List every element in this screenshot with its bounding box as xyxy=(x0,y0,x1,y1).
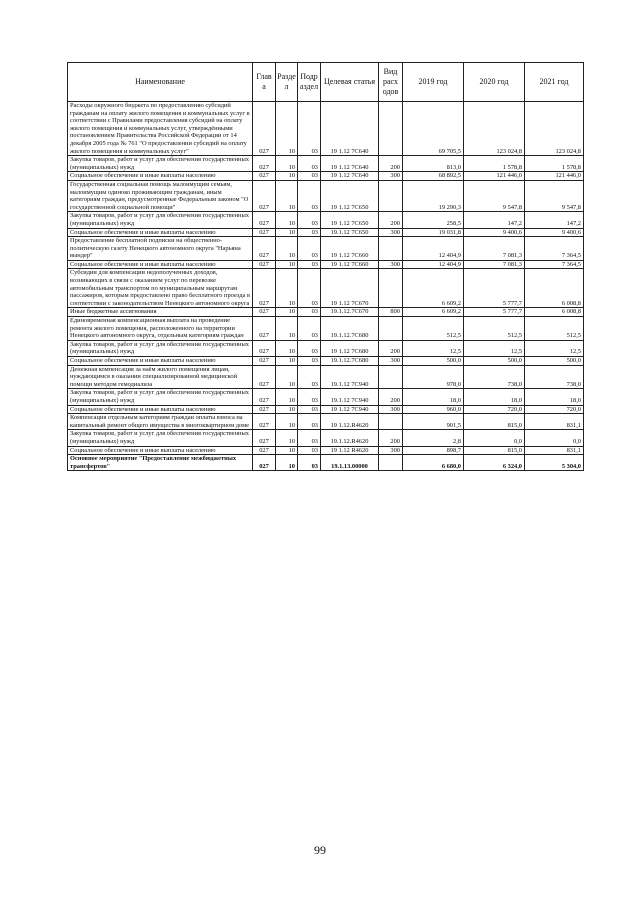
row-expense-type-cell: 800 xyxy=(379,308,403,317)
row-section-cell: 10 xyxy=(276,340,298,356)
row-2021-cell: 1 578,8 xyxy=(525,156,584,172)
row-target-cell: 19 1.12 7С650 xyxy=(321,212,379,228)
row-expense-type-cell xyxy=(379,180,403,211)
header-2020: 2020 год xyxy=(464,63,525,102)
row-2020-cell: 123 024,8 xyxy=(464,102,525,156)
row-section-cell: 10 xyxy=(276,455,298,471)
row-chapter-cell: 027 xyxy=(253,156,276,172)
row-2019-cell: 19 290,3 xyxy=(403,180,464,211)
row-2020-cell: 5 777,7 xyxy=(464,308,525,317)
row-target-cell: 19 1.12 7С940 xyxy=(321,405,379,414)
row-2020-cell: 738,0 xyxy=(464,365,525,389)
row-2020-cell: 18,0 xyxy=(464,389,525,405)
row-section-cell: 10 xyxy=(276,172,298,181)
header-2021: 2021 год xyxy=(525,63,584,102)
row-target-cell: 19 1.12 7С640 xyxy=(321,102,379,156)
row-subsection-cell: 03 xyxy=(298,430,321,446)
table-row xyxy=(68,389,584,405)
row-2020-cell: 5 777,7 xyxy=(464,269,525,308)
row-section-cell: 10 xyxy=(276,237,298,261)
row-subsection-cell: 03 xyxy=(298,317,321,341)
row-2019-cell: 512,5 xyxy=(403,317,464,341)
row-section-cell: 10 xyxy=(276,430,298,446)
row-chapter-cell: 027 xyxy=(253,430,276,446)
row-2019-cell: 978,0 xyxy=(403,365,464,389)
table-row xyxy=(68,446,584,455)
row-target-cell: 19.1.12 7С940 xyxy=(321,365,379,389)
row-subsection-cell: 03 xyxy=(298,414,321,430)
row-expense-type-cell: 300 xyxy=(379,228,403,237)
row-chapter-cell: 027 xyxy=(253,172,276,181)
row-section-cell: 10 xyxy=(276,446,298,455)
table-row xyxy=(68,102,584,156)
row-chapter-cell: 027 xyxy=(253,389,276,405)
row-chapter-cell: 027 xyxy=(253,405,276,414)
row-2021-cell: 147,2 xyxy=(525,212,584,228)
row-chapter-cell: 027 xyxy=(253,308,276,317)
row-name-cell: Компенсация отдельным категориям граждан оплаты взноса на капитальный ремонт общего имущества в многоквартирном доме xyxy=(68,414,253,430)
row-2020-cell: 9 400,6 xyxy=(464,228,525,237)
header-chapter: Глав а xyxy=(253,63,276,102)
row-subsection-cell: 03 xyxy=(298,156,321,172)
table-row xyxy=(68,172,584,181)
table-row xyxy=(68,430,584,446)
row-2021-cell: 6 008,8 xyxy=(525,269,584,308)
row-2021-cell: 6 008,8 xyxy=(525,308,584,317)
row-2021-cell: 9 547,8 xyxy=(525,180,584,211)
row-2019-cell: 960,0 xyxy=(403,405,464,414)
row-expense-type-cell: 300 xyxy=(379,446,403,455)
row-chapter-cell: 027 xyxy=(253,455,276,471)
row-chapter-cell: 027 xyxy=(253,260,276,269)
page-number: 99 xyxy=(314,843,326,857)
row-target-cell: 19 1.12 7С680 xyxy=(321,340,379,356)
row-2021-cell: 0,0 xyxy=(525,430,584,446)
row-2019-cell: 12,5 xyxy=(403,340,464,356)
row-2020-cell: 7 081,3 xyxy=(464,237,525,261)
row-section-cell: 10 xyxy=(276,269,298,308)
row-name-cell: Иные бюджетные ассигнования xyxy=(68,308,253,317)
row-name-cell: Основное мероприятие "Предоставление межбюджетных трансфертов" xyxy=(68,455,253,471)
row-name-cell: Социальное обеспечение и иные выплаты населению xyxy=(68,446,253,455)
row-2020-cell: 9 547,8 xyxy=(464,180,525,211)
budget-table xyxy=(67,62,584,471)
row-target-cell: 19 1.12.R4620 xyxy=(321,414,379,430)
row-name-cell: Социальное обеспечение и иные выплаты населению xyxy=(68,260,253,269)
row-2019-cell: 6 609,2 xyxy=(403,308,464,317)
row-target-cell: 19 1.12 R4620 xyxy=(321,446,379,455)
row-2021-cell: 18,0 xyxy=(525,389,584,405)
table-row xyxy=(68,269,584,308)
row-expense-type-cell: 200 xyxy=(379,212,403,228)
row-2019-cell: 69 705,5 xyxy=(403,102,464,156)
row-name-cell: Государственная социальная помощь малоимущим семьям, малоимущим одиноко проживающим гражданам, иным категориям граждан, предусмотренные Федеральным законом "О государственной социальной помощи" xyxy=(68,180,253,211)
table-row xyxy=(68,228,584,237)
row-expense-type-cell xyxy=(379,237,403,261)
row-2019-cell: 12 404,9 xyxy=(403,260,464,269)
row-expense-type-cell xyxy=(379,102,403,156)
row-target-cell: 19.1.12 7С650 xyxy=(321,228,379,237)
row-2021-cell: 123 024,8 xyxy=(525,102,584,156)
row-name-cell: Закупка товаров, работ и услуг для обеспечения государственных (муниципальных) нужд xyxy=(68,430,253,446)
row-subsection-cell: 03 xyxy=(298,357,321,366)
row-section-cell: 10 xyxy=(276,389,298,405)
row-expense-type-cell: 200 xyxy=(379,389,403,405)
row-2020-cell: 815,0 xyxy=(464,446,525,455)
row-expense-type-cell: 200 xyxy=(379,156,403,172)
row-target-cell: 19 1.12 7С670 xyxy=(321,269,379,308)
table-row xyxy=(68,317,584,341)
row-target-cell: 19.1.12.R4620 xyxy=(321,430,379,446)
row-2020-cell: 815,0 xyxy=(464,414,525,430)
row-chapter-cell: 027 xyxy=(253,180,276,211)
row-name-cell: Закупка товаров, работ и услуг для обеспечения государственных (муниципальных) нужд xyxy=(68,212,253,228)
table-row xyxy=(68,405,584,414)
row-subsection-cell: 03 xyxy=(298,340,321,356)
row-chapter-cell: 027 xyxy=(253,102,276,156)
header-expense-type: Вид расх одов xyxy=(379,63,403,102)
row-chapter-cell: 027 xyxy=(253,317,276,341)
row-subsection-cell: 03 xyxy=(298,365,321,389)
row-expense-type-cell xyxy=(379,414,403,430)
row-section-cell: 10 xyxy=(276,365,298,389)
table-row xyxy=(68,260,584,269)
row-chapter-cell: 027 xyxy=(253,365,276,389)
row-expense-type-cell: 300 xyxy=(379,357,403,366)
row-2019-cell: 898,7 xyxy=(403,446,464,455)
table-row xyxy=(68,365,584,389)
row-expense-type-cell xyxy=(379,269,403,308)
row-2020-cell: 0,0 xyxy=(464,430,525,446)
row-chapter-cell: 027 xyxy=(253,237,276,261)
row-section-cell: 10 xyxy=(276,156,298,172)
row-section-cell: 10 xyxy=(276,414,298,430)
row-name-cell: Социальное обеспечение и иные выплаты населению xyxy=(68,172,253,181)
row-name-cell: Единовременная компенсационная выплата на проведение ремонта жилого помещения, расположенного на территории Ненецкого автономного округа, отдельным категориям граждан xyxy=(68,317,253,341)
table-row xyxy=(68,237,584,261)
row-chapter-cell: 027 xyxy=(253,228,276,237)
row-name-cell: Закупка товаров, работ и услуг для обеспечения государственных (муниципальных) нужд xyxy=(68,156,253,172)
row-name-cell: Предоставление бесплатной подписки на общественно-политическую газету Ненецкого автономного округа "Нарьяна вындер" xyxy=(68,237,253,261)
row-2020-cell: 500,0 xyxy=(464,357,525,366)
row-expense-type-cell xyxy=(379,365,403,389)
row-subsection-cell: 03 xyxy=(298,308,321,317)
row-subsection-cell: 03 xyxy=(298,212,321,228)
row-chapter-cell: 027 xyxy=(253,212,276,228)
table-row xyxy=(68,212,584,228)
row-expense-type-cell: 200 xyxy=(379,340,403,356)
row-2021-cell: 7 364,5 xyxy=(525,237,584,261)
row-target-cell: 19 1.12 7С650 xyxy=(321,180,379,211)
row-expense-type-cell xyxy=(379,317,403,341)
table-row xyxy=(68,340,584,356)
row-target-cell: 19.1.12.7С670 xyxy=(321,308,379,317)
row-subsection-cell: 03 xyxy=(298,405,321,414)
row-2019-cell: 68 892,5 xyxy=(403,172,464,181)
row-subsection-cell: 03 xyxy=(298,102,321,156)
row-subsection-cell: 03 xyxy=(298,260,321,269)
row-section-cell: 10 xyxy=(276,228,298,237)
row-2020-cell: 1 578,8 xyxy=(464,156,525,172)
row-2019-cell: 901,5 xyxy=(403,414,464,430)
row-target-cell: 19.1.12 7С940 xyxy=(321,389,379,405)
row-2021-cell: 720,0 xyxy=(525,405,584,414)
row-target-cell: 19 1.12 7С640 xyxy=(321,172,379,181)
row-2020-cell: 121 446,0 xyxy=(464,172,525,181)
row-section-cell: 10 xyxy=(276,180,298,211)
row-section-cell: 10 xyxy=(276,308,298,317)
table-row xyxy=(68,455,584,471)
row-2021-cell: 500,0 xyxy=(525,357,584,366)
header-2019: 2019 год xyxy=(403,63,464,102)
row-name-cell: Закупка товаров, работ и услуг для обеспечения государственных (муниципальных) нужд xyxy=(68,340,253,356)
row-name-cell: Расходы окружного бюджета по предоставлению субсидий гражданам на оплату жилого помещения и коммунальных услуг в соответствии с Правилами предоставления субсидий на оплату жилого помещения и коммунальных услуг, утверждёнными постановлением Правительства Российской Федерации от 14 декабря 2005 года № 761 "О предоставлении субсидий на оплату жилого помещения и коммунальных услуг" xyxy=(68,102,253,156)
row-section-cell: 10 xyxy=(276,212,298,228)
row-chapter-cell: 027 xyxy=(253,340,276,356)
row-name-cell: Денежная компенсация за наём жилого помещения лицам, нуждающимся в оказании специализированной медицинской помощи методом гемодиализа xyxy=(68,365,253,389)
row-subsection-cell: 03 xyxy=(298,389,321,405)
row-2020-cell: 512,5 xyxy=(464,317,525,341)
row-2019-cell: 6 609,2 xyxy=(403,269,464,308)
row-subsection-cell: 03 xyxy=(298,228,321,237)
row-subsection-cell: 03 xyxy=(298,180,321,211)
row-name-cell: Социальное обеспечение и иные выплаты населению xyxy=(68,228,253,237)
row-target-cell: 19 1.12 7С640 xyxy=(321,156,379,172)
row-2019-cell: 500,0 xyxy=(403,357,464,366)
row-2021-cell: 7 364,5 xyxy=(525,260,584,269)
row-chapter-cell: 027 xyxy=(253,446,276,455)
row-chapter-cell: 027 xyxy=(253,269,276,308)
row-section-cell: 10 xyxy=(276,357,298,366)
row-section-cell: 10 xyxy=(276,317,298,341)
row-2019-cell: 813,0 xyxy=(403,156,464,172)
table-row xyxy=(68,156,584,172)
row-name-cell: Социальное обеспечение и иные выплаты населению xyxy=(68,357,253,366)
header-subsection: Подр аздел xyxy=(298,63,321,102)
row-section-cell: 10 xyxy=(276,260,298,269)
row-2021-cell: 121 446,0 xyxy=(525,172,584,181)
row-2019-cell: 258,5 xyxy=(403,212,464,228)
header-target: Целевая статья xyxy=(321,63,379,102)
row-2020-cell: 7 081,3 xyxy=(464,260,525,269)
table-row xyxy=(68,414,584,430)
row-expense-type-cell: 300 xyxy=(379,260,403,269)
row-2021-cell: 12,5 xyxy=(525,340,584,356)
row-2020-cell: 6 324,0 xyxy=(464,455,525,471)
row-subsection-cell: 03 xyxy=(298,269,321,308)
row-2020-cell: 147,2 xyxy=(464,212,525,228)
row-2021-cell: 831,1 xyxy=(525,414,584,430)
row-subsection-cell: 03 xyxy=(298,237,321,261)
row-subsection-cell: 03 xyxy=(298,446,321,455)
row-target-cell: 19 1.12 7С660 xyxy=(321,260,379,269)
header-name: Наименование xyxy=(68,63,253,102)
row-name-cell: Социальное обеспечение и иные выплаты населению xyxy=(68,405,253,414)
row-expense-type-cell: 200 xyxy=(379,430,403,446)
row-2019-cell: 2,8 xyxy=(403,430,464,446)
row-section-cell: 10 xyxy=(276,405,298,414)
row-expense-type-cell: 300 xyxy=(379,172,403,181)
row-target-cell: 19.1.12.7С680 xyxy=(321,317,379,341)
row-name-cell: Субсидии для компенсации недополученных доходов, возникающих в связи с оказанием услуг по перевозке автомобильным транспортом по муниципальным маршрутам пассажиров, которым предоставлено право бесплатного проезда в соответствии с законодательством Ненецкого автономного округа xyxy=(68,269,253,308)
row-chapter-cell: 027 xyxy=(253,414,276,430)
row-chapter-cell: 027 xyxy=(253,357,276,366)
row-name-cell: Закупка товаров, работ и услуг для обеспечения государственных (муниципальных) нужд xyxy=(68,389,253,405)
row-2019-cell: 6 680,0 xyxy=(403,455,464,471)
row-2020-cell: 12,5 xyxy=(464,340,525,356)
table-row xyxy=(68,308,584,317)
row-target-cell: 19.1.12.7С680 xyxy=(321,357,379,366)
table-header-row xyxy=(68,63,584,102)
row-2021-cell: 831,1 xyxy=(525,446,584,455)
row-2020-cell: 720,0 xyxy=(464,405,525,414)
row-2021-cell: 9 400,6 xyxy=(525,228,584,237)
row-2019-cell: 12 404,9 xyxy=(403,237,464,261)
row-target-cell: 19 1.12 7С660 xyxy=(321,237,379,261)
row-subsection-cell: 03 xyxy=(298,455,321,471)
row-expense-type-cell xyxy=(379,455,403,471)
row-expense-type-cell: 300 xyxy=(379,405,403,414)
header-section: Разде л xyxy=(276,63,298,102)
row-2021-cell: 738,0 xyxy=(525,365,584,389)
row-2019-cell: 18,0 xyxy=(403,389,464,405)
row-section-cell: 10 xyxy=(276,102,298,156)
table-row xyxy=(68,357,584,366)
row-subsection-cell: 03 xyxy=(298,172,321,181)
row-2021-cell: 5 304,0 xyxy=(525,455,584,471)
table-row xyxy=(68,180,584,211)
row-2019-cell: 19 031,8 xyxy=(403,228,464,237)
row-target-cell: 19.1.13.00000 xyxy=(321,455,379,471)
row-2021-cell: 512,5 xyxy=(525,317,584,341)
